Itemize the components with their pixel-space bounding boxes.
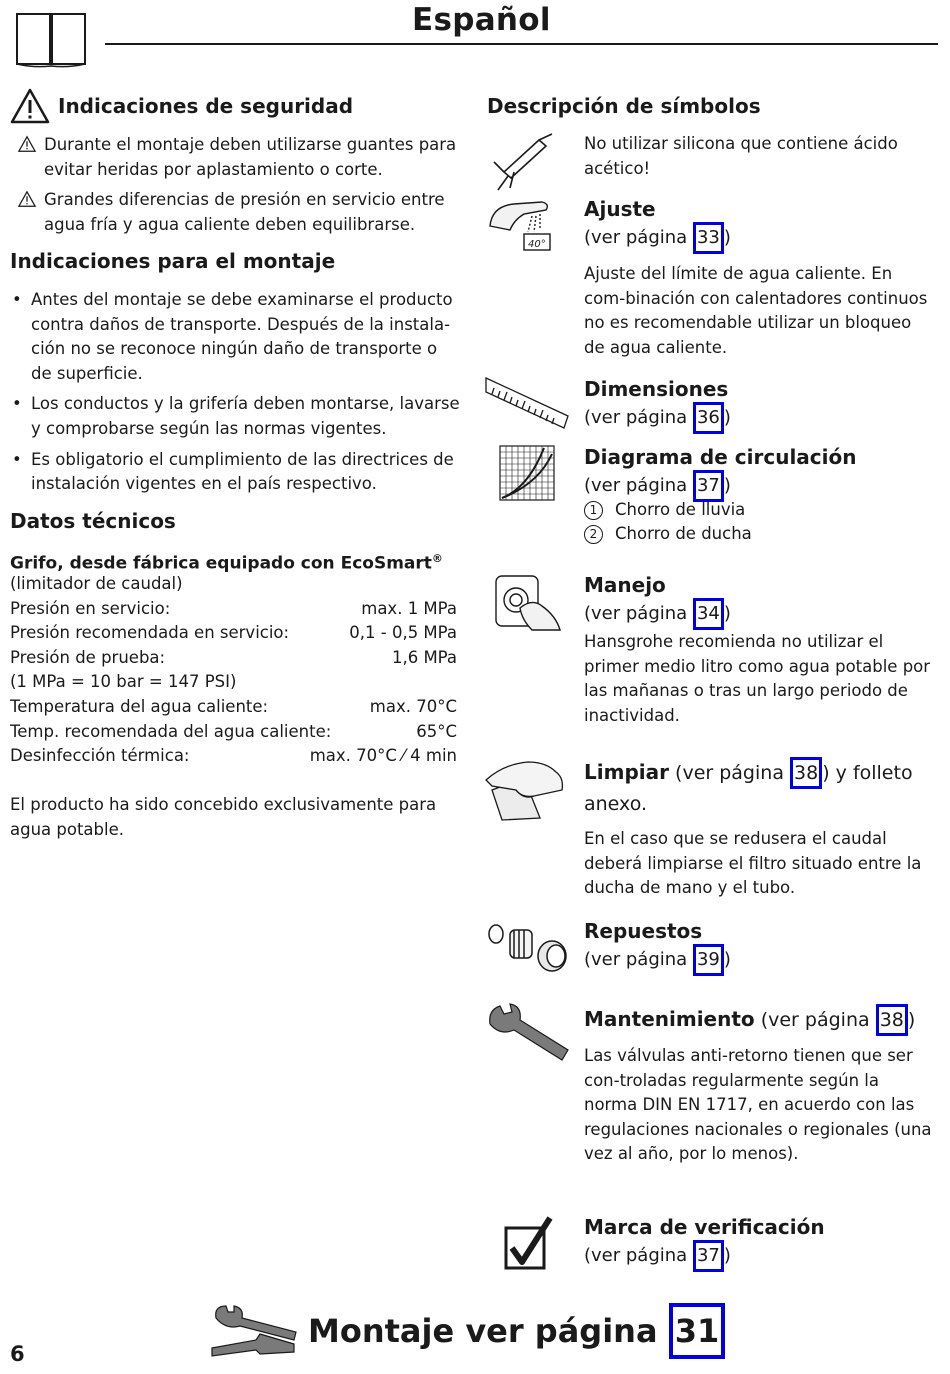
page-link[interactable]: 38: [876, 1004, 908, 1036]
warning-small-icon: [10, 188, 44, 208]
spec-row: Temperatura del agua caliente: max. 70°C: [10, 696, 457, 716]
footer-title: Montaje ver página 31: [308, 1303, 725, 1359]
warning-icon: [10, 88, 50, 124]
limiter-note: (limitador de caudal): [10, 574, 183, 593]
safety-heading: [10, 88, 353, 124]
silicone-gun-icon: [484, 132, 556, 194]
list-item: • Es obligatorio el cumplimiento de las directrices de instalación vigentes en el país respectivo.: [10, 448, 460, 497]
safety-item: Durante el montaje deben utilizarse guantes para evitar heridas por aplastamiento o corte.: [10, 133, 460, 182]
hand-knob-icon: [492, 572, 564, 632]
page-link[interactable]: 37: [693, 1240, 724, 1272]
page-link[interactable]: 38: [790, 757, 822, 789]
thermo-display: 40°: [528, 239, 546, 250]
flow-diagram-icon: [498, 444, 556, 502]
ajuste-ref: (ver página 33 ): [584, 222, 944, 254]
tech-subtitle: Grifo, desde fábrica equipado con EcoSmart®: [10, 552, 443, 574]
diagrama-block: Diagrama de circulación (ver página 37 ) 1 Chorro de lluvia 2 Chorro de ducha: [584, 444, 944, 546]
product-note: El producto ha sido concebido exclusivamente para agua potable.: [10, 795, 437, 839]
list-item: 2 Chorro de ducha: [584, 522, 944, 546]
ruler-icon: [484, 374, 570, 432]
page-number: 6: [10, 1342, 25, 1366]
header-rule: [105, 43, 938, 45]
page-link[interactable]: 37: [693, 470, 724, 502]
tech-title: Datos técnicos: [10, 509, 176, 533]
tech-specs: [10, 572, 457, 769]
marca-block: Marca de verificación (ver página 37 ): [584, 1214, 944, 1272]
spare-parts-icon: [486, 920, 572, 976]
limpiar-block: Limpiar (ver página 38 ) y folleto anexo. En el caso que se redusera el caudal deberá limpiarse el filtro situado entre la ducha de mano y el tubo.: [584, 757, 944, 901]
temperature-adjust-icon: [484, 196, 556, 254]
spec-row: Presión en servicio: max. 1 MPa: [10, 598, 457, 618]
page-link[interactable]: 34: [693, 598, 724, 630]
montaje-title: Indicaciones para el montaje: [10, 249, 336, 273]
safety-list: [10, 133, 460, 237]
repuestos-block: Repuestos (ver página 39 ): [584, 918, 944, 976]
ajuste-block: Ajuste (ver página 33 ) Ajuste del límite de agua caliente. En com-binación con calentadores continuos no es recomendable utilizar un bloqueo de agua caliente.: [584, 196, 944, 360]
list-item: 1 Chorro de lluvia: [584, 498, 944, 522]
warning-small-icon: [10, 133, 44, 153]
list-item: • Antes del montaje se debe examinarse el producto contra daños de transporte. Después de la instala-ción no se reconoce ningún daño de transporte o de superficie.: [10, 288, 460, 386]
spec-row: Desinfección térmica: max. 70°C ⁄ 4 min: [10, 746, 457, 766]
safety-title: Indicaciones de seguridad: [58, 94, 354, 118]
dimensiones-block: Dimensiones (ver página 36 ): [584, 376, 944, 434]
page-link[interactable]: 36: [693, 402, 724, 434]
wrench-icon: [486, 1002, 572, 1062]
cleaning-hand-icon: [484, 756, 568, 822]
list-item: • Los conductos y la grifería deben montarse, lavarse y comprobarse según las normas vigentes.: [10, 392, 460, 441]
book-icon: [14, 10, 88, 68]
tools-icon: [210, 1304, 300, 1360]
page-link[interactable]: 31: [669, 1303, 726, 1359]
spec-row: Presión recomendada en servicio: 0,1 - 0,5 MPa: [10, 623, 457, 643]
checkmark-icon: [502, 1214, 554, 1272]
mantenimiento-block: Mantenimiento (ver página 38 ) Las válvulas anti-retorno tienen que ser con-troladas regularmente según la norma DIN EN 1717, en acuerdo con las regulaciones nacionales o regionales (una vez al año, por lo menos).: [584, 1004, 944, 1167]
manejo-block: Manejo (ver página 34 ) Hansgrohe recomienda no utilizar el primer medio litro como agua potable por las mañanas o tras un largo periodo de inactividad.: [584, 573, 931, 725]
spec-row: Temp. recomendada del agua caliente: 65°C: [10, 721, 457, 741]
montaje-list: [10, 288, 460, 503]
safety-item: Grandes diferencias de presión en servicio entre agua fría y agua caliente deben equilibrarse.: [10, 188, 460, 237]
silicone-text: No utilizar silicona que contiene ácido acético!: [584, 134, 898, 178]
page-link[interactable]: 39: [693, 944, 724, 976]
spec-row: Presión de prueba: 1,6 MPa: [10, 647, 457, 667]
language-title: Español: [412, 2, 551, 38]
conversion-note: (1 MPa = 10 bar = 147 PSI): [10, 672, 237, 692]
page-link[interactable]: 33: [693, 222, 724, 254]
symbols-title: Descripción de símbolos: [487, 94, 761, 118]
